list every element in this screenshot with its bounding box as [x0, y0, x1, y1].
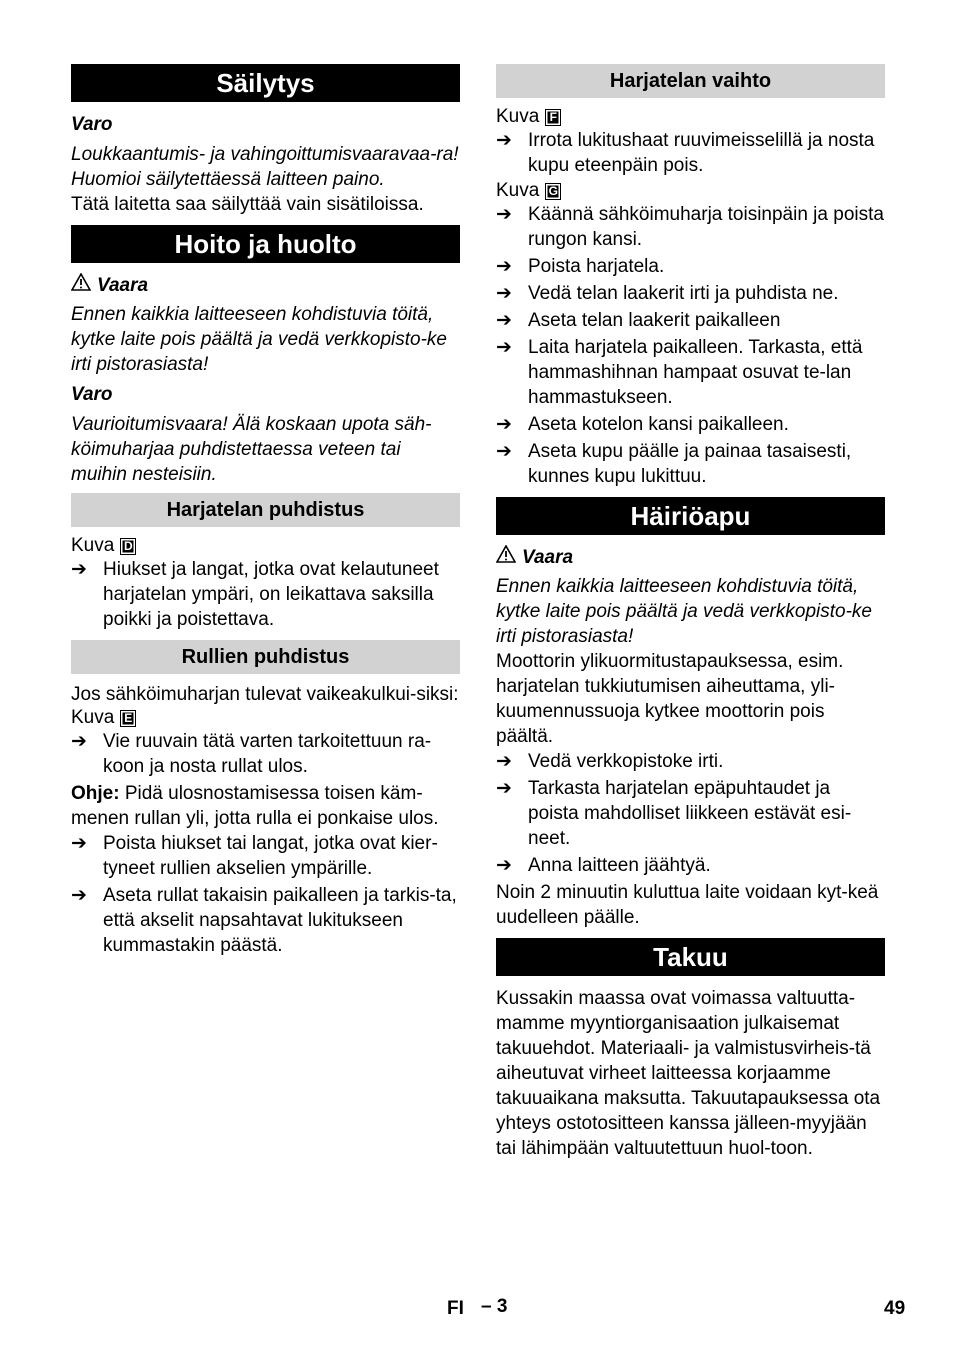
arrow-right-icon: ➔	[496, 130, 512, 151]
figure-ref-e	[71, 707, 460, 729]
caution-text: Loukkaantumis- ja vahingoittumisvaaravaa-ra! Huomioi säilytettäessä laitteen paino.	[71, 144, 459, 190]
heading-takuu: Takuu	[496, 938, 885, 976]
restart-text: Noin 2 minuutin kuluttua laite voidaan kyt-keä uudelleen päälle.	[496, 882, 879, 928]
warning-triangle-icon	[496, 545, 522, 569]
list-item: ➔ Anna laitteen jäähtyä.	[496, 855, 711, 876]
figure-ref-g	[496, 180, 885, 202]
list-item: ➔ Käännä sähköimuharja toisinpäin ja poista rungon kansi.	[496, 204, 884, 250]
list-item: ➔ Hiukset ja langat, jotka ovat kelautuneet harjatelan ympäri, on leikattava saksilla poikki ja poistettava.	[71, 559, 439, 630]
arrow-right-icon: ➔	[496, 337, 512, 358]
heading-sailytys: Säilytys	[71, 64, 460, 102]
warning-triangle-icon	[71, 273, 97, 297]
danger-text: Ennen kaikkia laitteeseen kohdistuvia töitä, kytke laite pois päältä ja vedä verkkopisto-ke irti pistorasiasta!	[496, 576, 872, 647]
overload-text: Moottorin ylikuormitustapauksessa, esim. harjatelan tukkiutumisen aiheuttama, yli-kuumennussuoja kytkee moottorin pois päältä.	[496, 651, 844, 747]
list-item: ➔ Laita harjatela paikalleen. Tarkasta, että hammashihnan hampaat osuvat te-lan hammastukseen.	[496, 337, 863, 408]
vaara-label: Vaara	[522, 547, 574, 568]
arrow-right-icon: ➔	[71, 885, 87, 906]
ohje-note: Ohje: Pidä ulosnostamisessa toisen käm-menen rullan yli, jotta rulla ei ponkaise ulos.	[71, 783, 439, 829]
varo-label-2: Varo	[71, 384, 113, 405]
arrow-right-icon: ➔	[496, 283, 512, 304]
list-item: ➔ Aseta rullat takaisin paikalleen ja tarkis-ta, että akselit napsahtavat lukitukseen kummastakin päästä.	[71, 885, 457, 956]
kuva-label: Kuva	[71, 707, 115, 728]
list-item: ➔ Aseta kotelon kansi paikalleen.	[496, 414, 789, 435]
arrow-right-icon: ➔	[496, 441, 512, 462]
list-item: ➔ Vie ruuvain tätä varten tarkoitettuun ra-koon ja nosta rullat ulos.	[71, 731, 432, 777]
arrow-right-icon: ➔	[71, 731, 87, 752]
figure-ref-f	[496, 106, 885, 128]
figure-ref-d	[71, 535, 460, 557]
arrow-right-icon: ➔	[496, 751, 512, 772]
heading-hoito-ja-huolto: Hoito ja huolto	[71, 225, 460, 263]
rullien-intro: Jos sähköimuharjan tulevat vaikeakulkui-siksi:	[71, 684, 459, 705]
list-item: ➔ Irrota lukitushaat ruuvimeisselillä ja nosta kupu eteenpäin pois.	[496, 130, 875, 176]
page-number: 49	[884, 1298, 906, 1319]
right-column	[496, 64, 885, 1161]
footer-section: – 3	[481, 1296, 508, 1317]
heading-harjatelan-puhdistus: Harjatelan puhdistus	[71, 493, 460, 527]
figure-g-badge: G	[545, 183, 561, 200]
heading-harjatelan-vaihto: Harjatelan vaihto	[496, 64, 885, 98]
list-item: ➔ Tarkasta harjatelan epäpuhtaudet ja poista mahdolliset liikkeen estävät esi-neet.	[496, 778, 852, 849]
arrow-right-icon: ➔	[496, 204, 512, 225]
arrow-right-icon: ➔	[496, 310, 512, 331]
arrow-right-icon: ➔	[496, 778, 512, 799]
vaara-label: Vaara	[97, 275, 149, 296]
list-item: ➔ Aseta telan laakerit paikalleen	[496, 310, 781, 331]
danger-label-row	[71, 273, 460, 297]
heading-rullien-puhdistus: Rullien puhdistus	[71, 640, 460, 674]
footer-language: FI	[447, 1298, 464, 1319]
kuva-label: Kuva	[496, 180, 540, 201]
arrow-right-icon: ➔	[496, 256, 512, 277]
arrow-right-icon: ➔	[71, 833, 87, 854]
varo-label: Varo	[71, 114, 113, 135]
kuva-label: Kuva	[496, 106, 540, 127]
list-item: ➔ Aseta kupu päälle ja painaa tasaisesti, kunnes kupu lukittuu.	[496, 441, 852, 487]
list-item: ➔ Vedä verkkopistoke irti.	[496, 751, 724, 772]
warranty-text: Kussakin maassa ovat voimassa valtuutta-mamme myyntiorganisaation julkaisemat takuuehdot. Materiaali- ja valmistusvirheis-tä aiheutuvat virheet laitteessa korjaamme takuuaikana maksutta. Takuutapauksessa ota yhteys ostotositteen kanssa jälleen-myyjään tai lähimpään valtuutettuun huol-toon.	[496, 988, 881, 1159]
heading-hairioapu: Häiriöapu	[496, 497, 885, 535]
arrow-right-icon: ➔	[496, 414, 512, 435]
arrow-right-icon: ➔	[71, 559, 87, 580]
figure-f-badge: F	[545, 109, 561, 126]
danger-text: Ennen kaikkia laitteeseen kohdistuvia töitä, kytke laite pois päältä ja vedä verkkopisto-ke irti pistorasiasta!	[71, 304, 447, 375]
kuva-label: Kuva	[71, 535, 115, 556]
figure-d-badge: D	[120, 538, 136, 555]
caution-text-2: Vaurioitumisvaara! Älä koskaan upota säh-köimuharjaa puhdistettaessa veteen tai muihin nesteisiin.	[71, 414, 432, 485]
left-column	[71, 64, 460, 960]
danger-label-row	[496, 545, 885, 569]
figure-e-badge: E	[120, 710, 136, 727]
arrow-right-icon: ➔	[496, 855, 512, 876]
list-item: ➔ Poista harjatela.	[496, 256, 665, 277]
list-item: ➔ Poista hiukset tai langat, jotka ovat kier-tyneet rullien akselien ympärille.	[71, 833, 438, 879]
list-item: ➔ Vedä telan laakerit irti ja puhdista ne.	[496, 283, 839, 304]
storage-text: Tätä laitetta saa säilyttää vain sisätiloissa.	[71, 194, 424, 215]
